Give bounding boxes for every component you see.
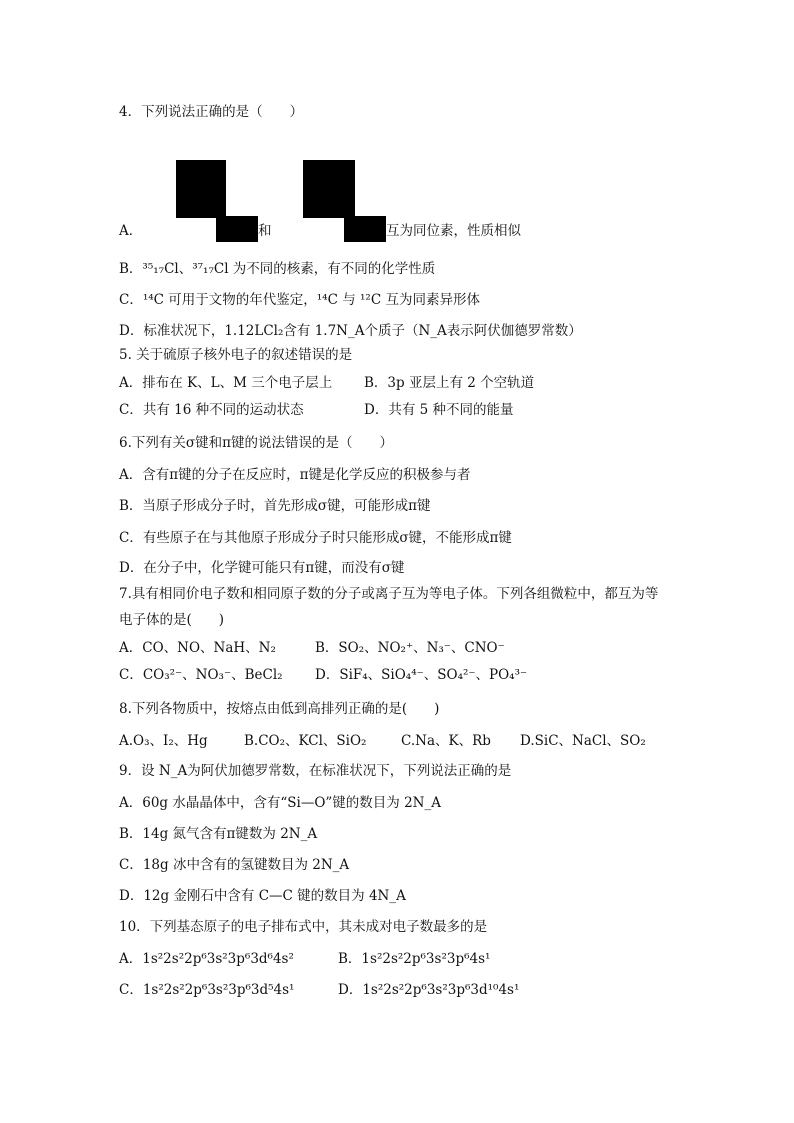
- q10-option-a: A．1s²2s²2p⁶3s²3p⁶3d⁶4s²: [119, 951, 294, 967]
- q8-option-d: D.SiC、NaCl、SO₂: [520, 733, 646, 749]
- q9-option-b: B．14g 氮气含有π键数为 2N_A: [119, 826, 318, 842]
- q10-option-d: D．1s²2s²2p⁶3s²3p⁶3d¹⁰4s¹: [338, 982, 520, 998]
- q4-option-a-and: 和: [258, 223, 272, 239]
- q7-stem-line1: 7.具有相同价电子数和相同原子数的分子或离子互为等电子体。下列各组微粒中，都互为等: [119, 586, 659, 602]
- q5-option-c: C．共有 16 种不同的运动状态: [119, 402, 304, 418]
- q4-option-b: B．³⁵₁₇Cl、³⁷₁₇Cl 为不同的核素，有不同的化学性质: [119, 261, 436, 277]
- q4-option-c: C．¹⁴C 可用于文物的年代鉴定，¹⁴C 与 ¹²C 互为同素异形体: [119, 292, 480, 308]
- q5-option-d: D．共有 5 种不同的能量: [364, 402, 514, 418]
- q4-option-d: D．标准状况下，1.12LCl₂含有 1.7N_A个质子（N_A表示阿伏伽德罗常数）: [119, 323, 582, 339]
- q8-option-b: B.CO₂、KCl、SiO₂: [244, 733, 367, 749]
- q7-stem-line2: 电子体的是( ): [119, 612, 225, 628]
- q8-option-c: C.Na、K、Rb: [401, 733, 491, 749]
- q6-option-d: D．在分子中，化学键可能只有π键，而没有σ键: [119, 560, 405, 576]
- q5-option-b: B．3p 亚层上有 2 个空轨道: [364, 375, 535, 391]
- q5-stem: 5. 关于硫原子核外电子的叙述错误的是: [119, 347, 353, 363]
- q5-option-a: A．排布在 K、L、M 三个电子层上: [119, 375, 333, 391]
- isotope-image-2: [303, 160, 355, 218]
- q9-option-d: D．12g 金刚石中含有 C—C 键的数目为 4N_A: [119, 888, 406, 904]
- q9-option-a: A．60g 水晶晶体中，含有“Si—O”键的数目为 2N_A: [119, 795, 441, 811]
- q7-option-a: A．CO、NO、NaH、N₂: [119, 640, 276, 656]
- q4-stem: 4．下列说法正确的是（ ）: [119, 104, 304, 120]
- q10-option-b: B．1s²2s²2p⁶3s²3p⁶4s¹: [338, 951, 491, 967]
- q4-option-a-suffix: 互为同位素，性质相似: [386, 223, 521, 239]
- q7-option-b: B．SO₂、NO₂⁺、N₃⁻、CNO⁻: [315, 640, 505, 656]
- q10-option-c: C．1s²2s²2p⁶3s²3p⁶3d⁵4s¹: [119, 982, 295, 998]
- q10-stem: 10．下列基态原子的电子排布式中，其未成对电子数最多的是: [119, 919, 488, 935]
- q8-option-a: A.O₃、I₂、Hg: [119, 733, 208, 749]
- q7-option-d: D．SiF₄、SiO₄⁴⁻、SO₄²⁻、PO₄³⁻: [315, 667, 528, 683]
- q6-option-c: C．有些原子在与其他原子形成分子时只能形成σ键，不能形成π键: [119, 530, 512, 546]
- q6-stem: 6.下列有关σ键和π键的说法错误的是（ ）: [119, 435, 393, 451]
- q9-stem: 9．设 N_A为阿伏加德罗常数，在标准状况下，下列说法正确的是: [119, 763, 512, 779]
- q8-stem: 8.下列各物质中，按熔点由低到高排列正确的是( ): [119, 701, 440, 717]
- q7-option-c: C．CO₃²⁻、NO₃⁻、BeCl₂: [119, 667, 283, 683]
- q6-option-a: A．含有π键的分子在反应时，π键是化学反应的积极参与者: [119, 467, 471, 483]
- isotope-image-1-tail: [216, 216, 258, 242]
- isotope-image-1: [176, 160, 226, 218]
- isotope-image-2-tail: [344, 216, 386, 242]
- q4-option-a-prefix: A．: [119, 223, 143, 239]
- q9-option-c: C．18g 冰中含有的氢键数目为 2N_A: [119, 857, 350, 873]
- q6-option-b: B．当原子形成分子时，首先形成σ键，可能形成π键: [119, 498, 431, 514]
